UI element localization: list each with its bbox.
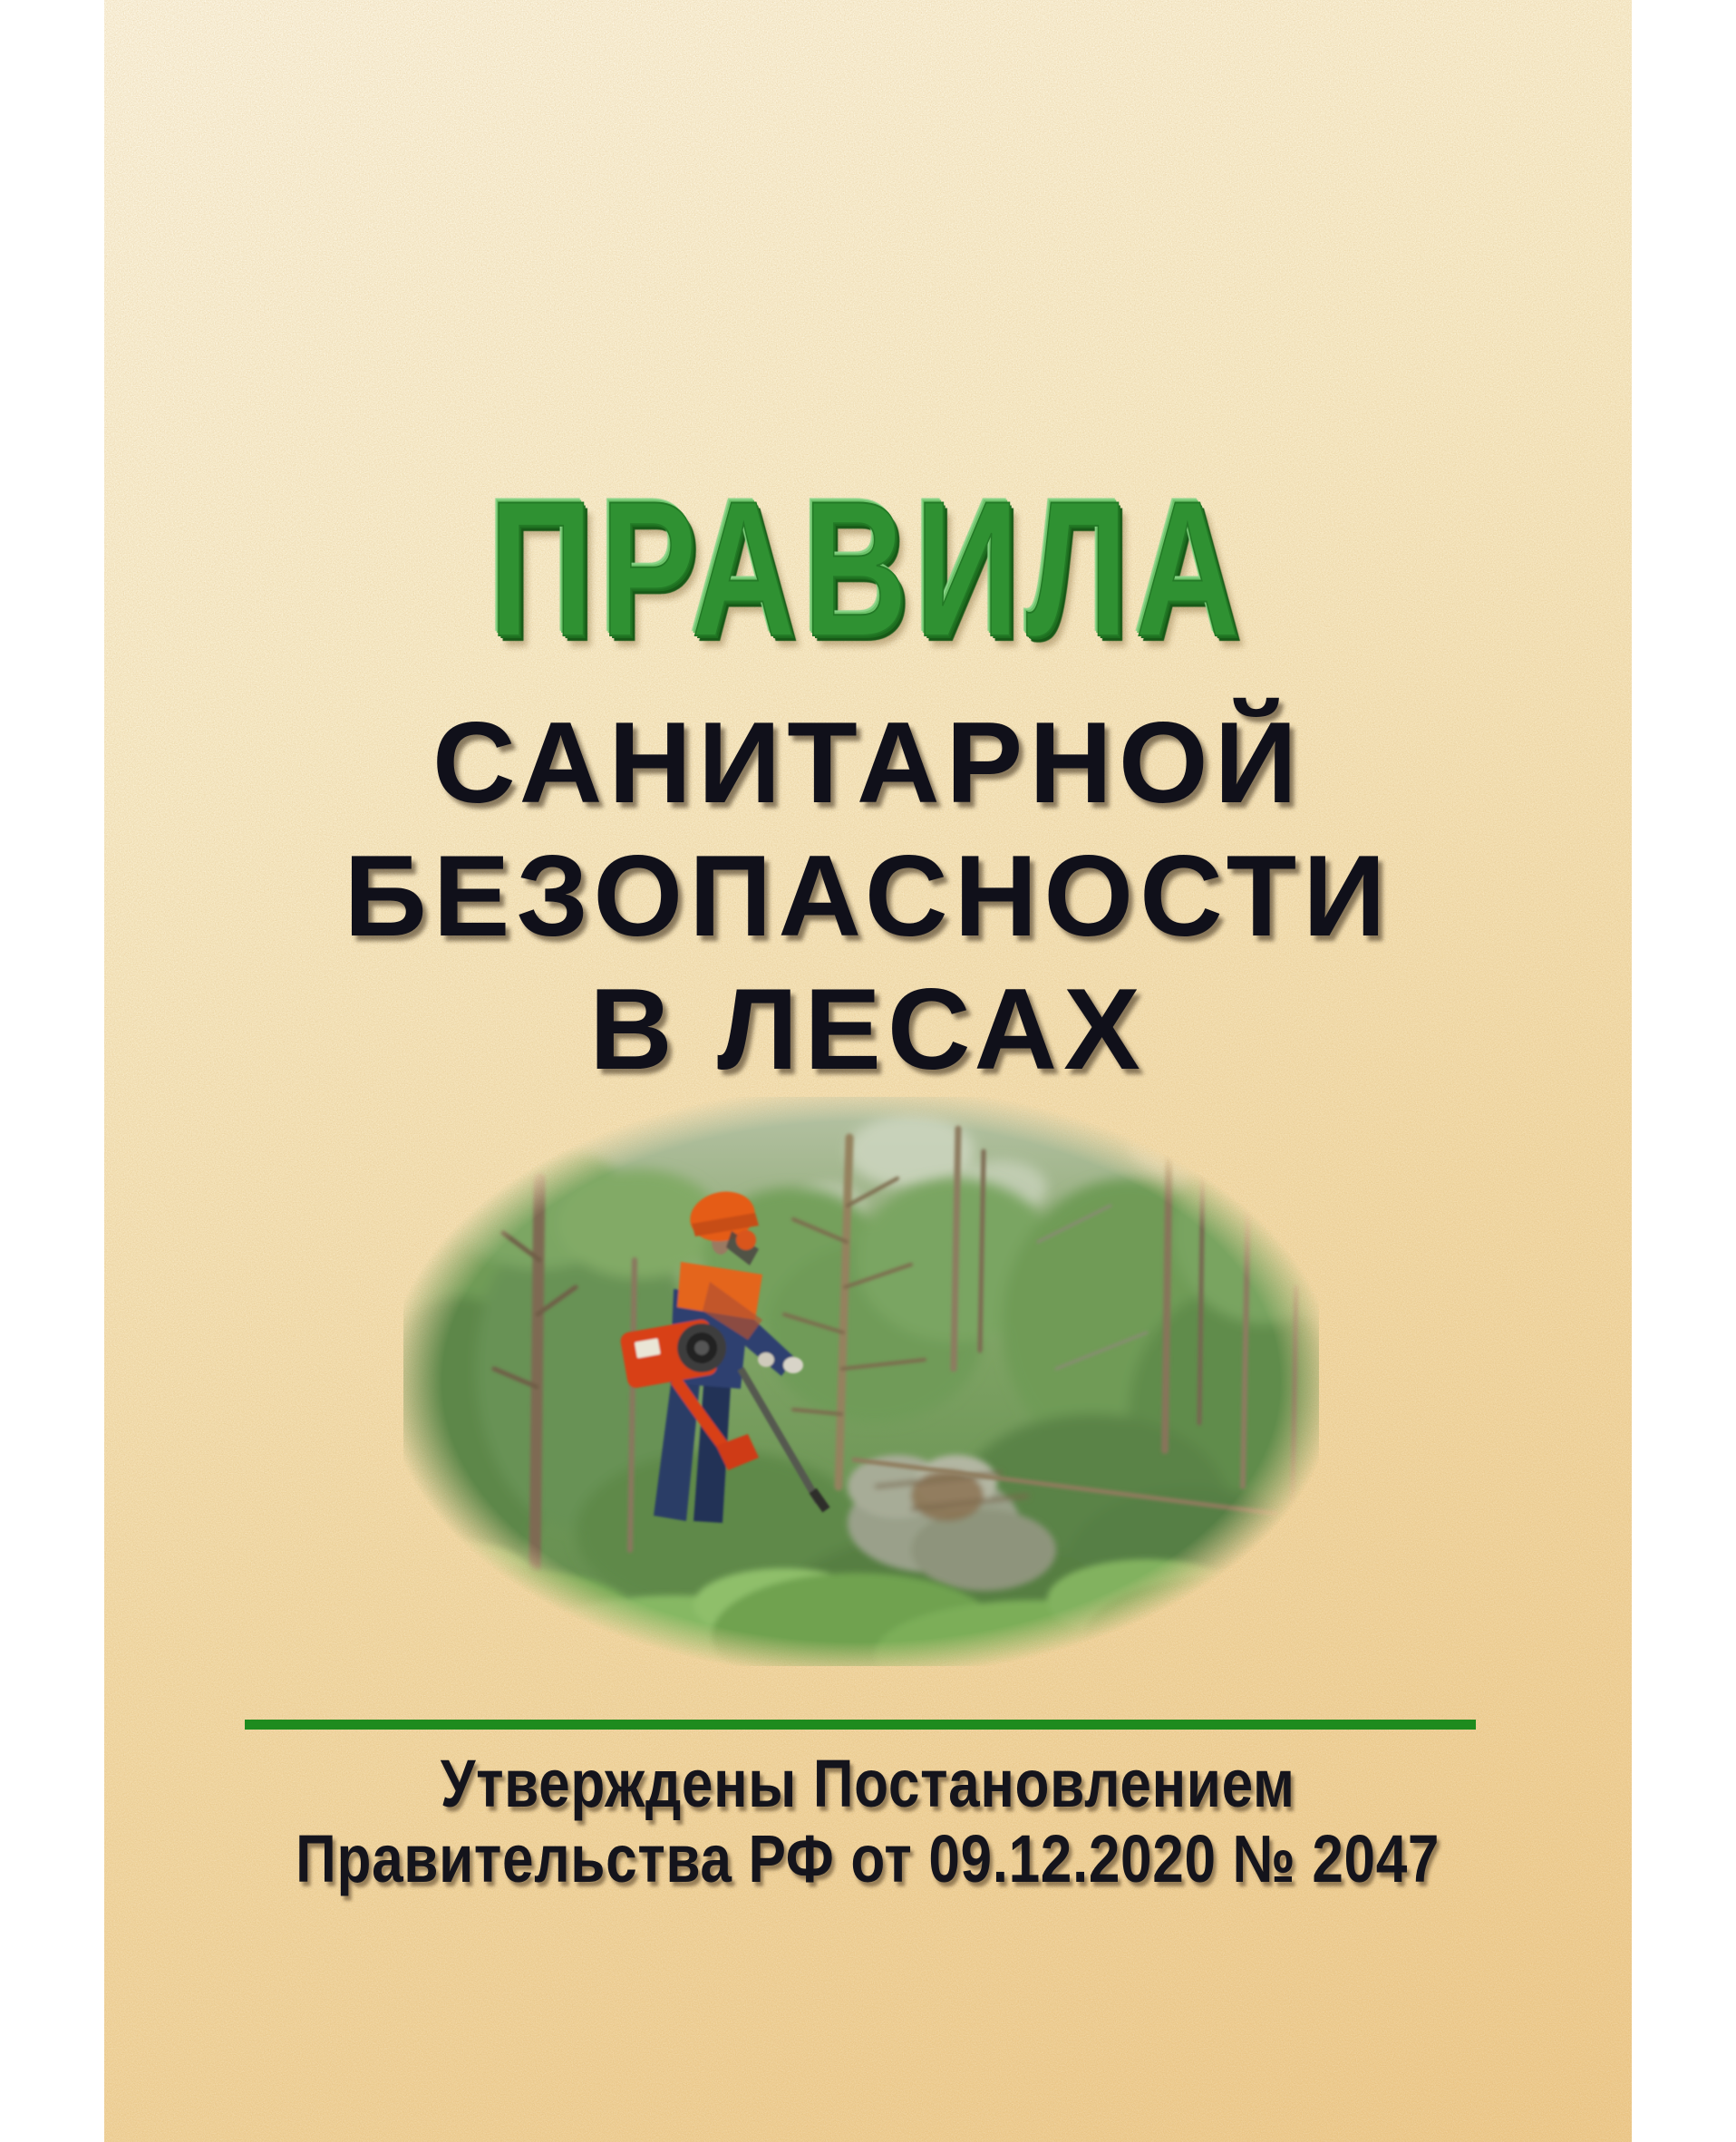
forest-worker-photo [403, 1097, 1319, 1666]
book-subtitle [104, 696, 1632, 1096]
book-subtitle-line-1: САНИТАРНОЙ [432, 698, 1304, 827]
forest-scene-illustration [403, 1097, 1319, 1666]
book-subtitle-line-2: БЕЗОПАСНОСТИ [344, 831, 1392, 960]
approval-note [104, 1746, 1632, 1896]
book-cover-page [104, 0, 1632, 2142]
book-subtitle-line-3: В ЛЕСАХ [589, 964, 1147, 1093]
green-divider-rule [245, 1720, 1476, 1730]
approval-line-1: Утверждены Постановлением [441, 1746, 1295, 1821]
book-title [104, 461, 1632, 677]
book-title-text: ПРАВИЛА [489, 461, 1247, 677]
work-glove [783, 1357, 803, 1373]
approval-line-2: Правительства РФ от 09.12.2020 № 2047 [296, 1821, 1440, 1896]
